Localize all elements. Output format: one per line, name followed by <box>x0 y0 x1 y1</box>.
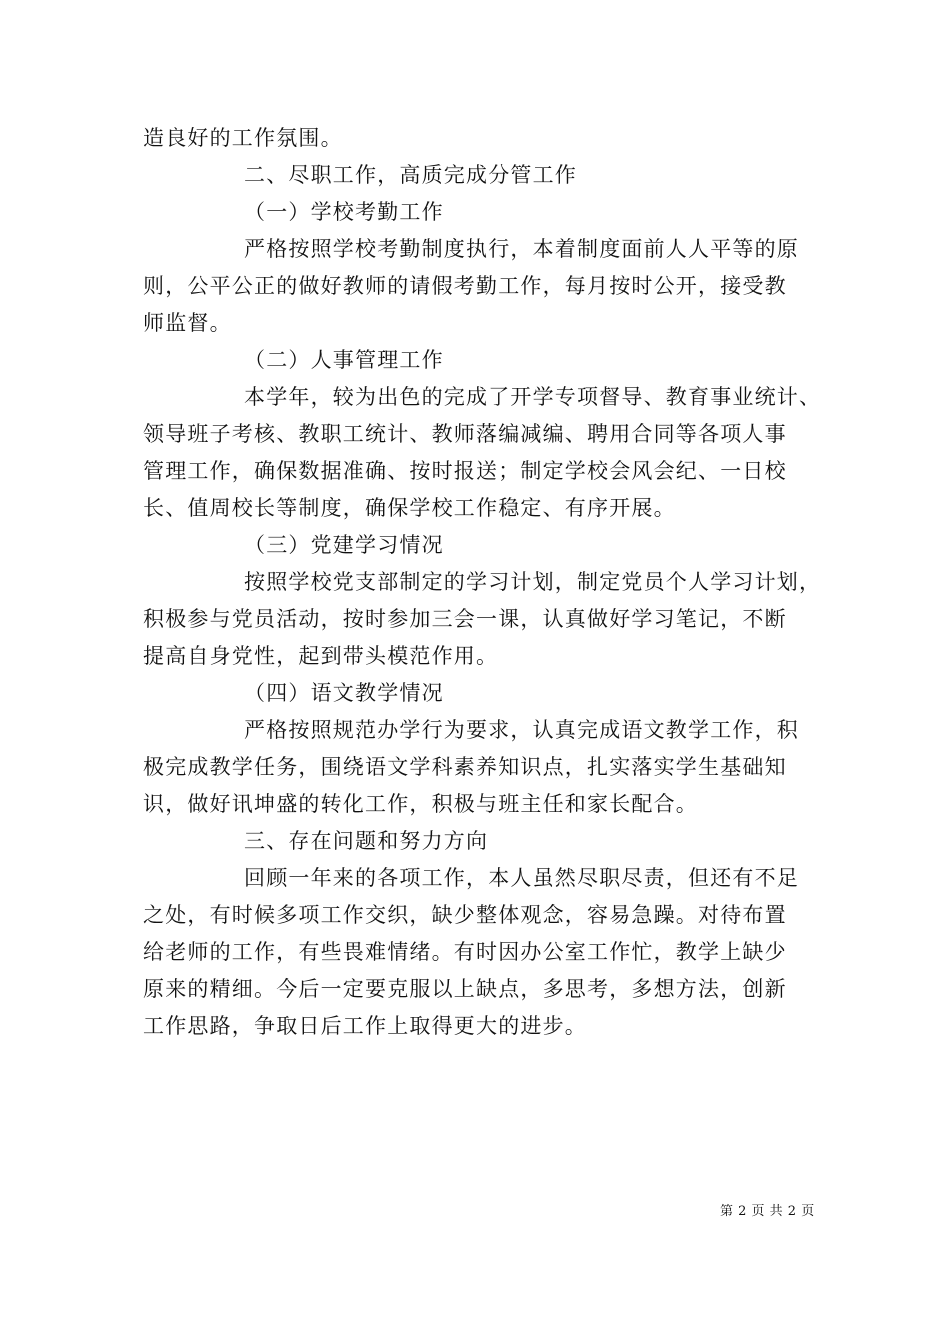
subsection-heading: （二）人事管理工作 <box>244 348 444 372</box>
subsection-heading: （一）学校考勤工作 <box>244 200 444 224</box>
text-line: 给老师的工作，有些畏难情绪。有时因办公室工作忙，教学上缺少 <box>143 940 787 964</box>
text-line: 造良好的工作氛围。 <box>143 126 343 150</box>
text-line: 按照学校党支部制定的学习计划，制定党员个人学习计划， <box>244 570 822 594</box>
text-line: 严格按照规范办学行为要求，认真完成语文教学工作，积 <box>244 718 799 742</box>
text-line: 原来的精细。今后一定要克服以上缺点，多思考，多想方法，创新 <box>143 977 787 1001</box>
subsection-heading: （三）党建学习情况 <box>244 533 444 557</box>
text-line: 工作思路，争取日后工作上取得更大的进步。 <box>143 1014 587 1038</box>
text-line: 领导班子考核、教职工统计、教师落编减编、聘用合同等各项人事 <box>143 422 787 446</box>
text-line: 极完成教学任务，围绕语文学科素养知识点，扎实落实学生基础知 <box>143 755 787 779</box>
text-line: 积极参与党员活动，按时参加三会一课，认真做好学习笔记，不断 <box>143 607 787 631</box>
subsection-heading: （四）语文教学情况 <box>244 681 444 705</box>
section-heading: 二、尽职工作，高质完成分管工作 <box>244 163 577 187</box>
text-line: 识，做好讯坤盛的转化工作，积极与班主任和家长配合。 <box>143 792 698 816</box>
text-line: 本学年，较为出色的完成了开学专项督导、教育事业统计、 <box>244 385 822 409</box>
text-line: 师监督。 <box>143 311 232 335</box>
text-line: 长、值周校长等制度，确保学校工作稳定、有序开展。 <box>143 496 676 520</box>
text-line: 则，公平公正的做好教师的请假考勤工作，每月按时公开，接受教 <box>143 274 787 298</box>
text-line: 之处，有时候多项工作交织，缺少整体观念，容易急躁。对待布置 <box>143 903 787 927</box>
text-line: 回顾一年来的各项工作，本人虽然尽职尽责，但还有不足 <box>244 866 799 890</box>
text-line: 严格按照学校考勤制度执行，本着制度面前人人平等的原 <box>244 237 799 261</box>
text-line: 提高自身党性，起到带头模范作用。 <box>143 644 499 668</box>
text-line: 管理工作，确保数据准确、按时报送；制定学校会风会纪、一日校 <box>143 459 787 483</box>
page-footer: 第 2 页 共 2 页 <box>720 1204 815 1219</box>
body-text <box>143 120 823 1045</box>
section-heading: 三、存在问题和努力方向 <box>244 829 489 853</box>
